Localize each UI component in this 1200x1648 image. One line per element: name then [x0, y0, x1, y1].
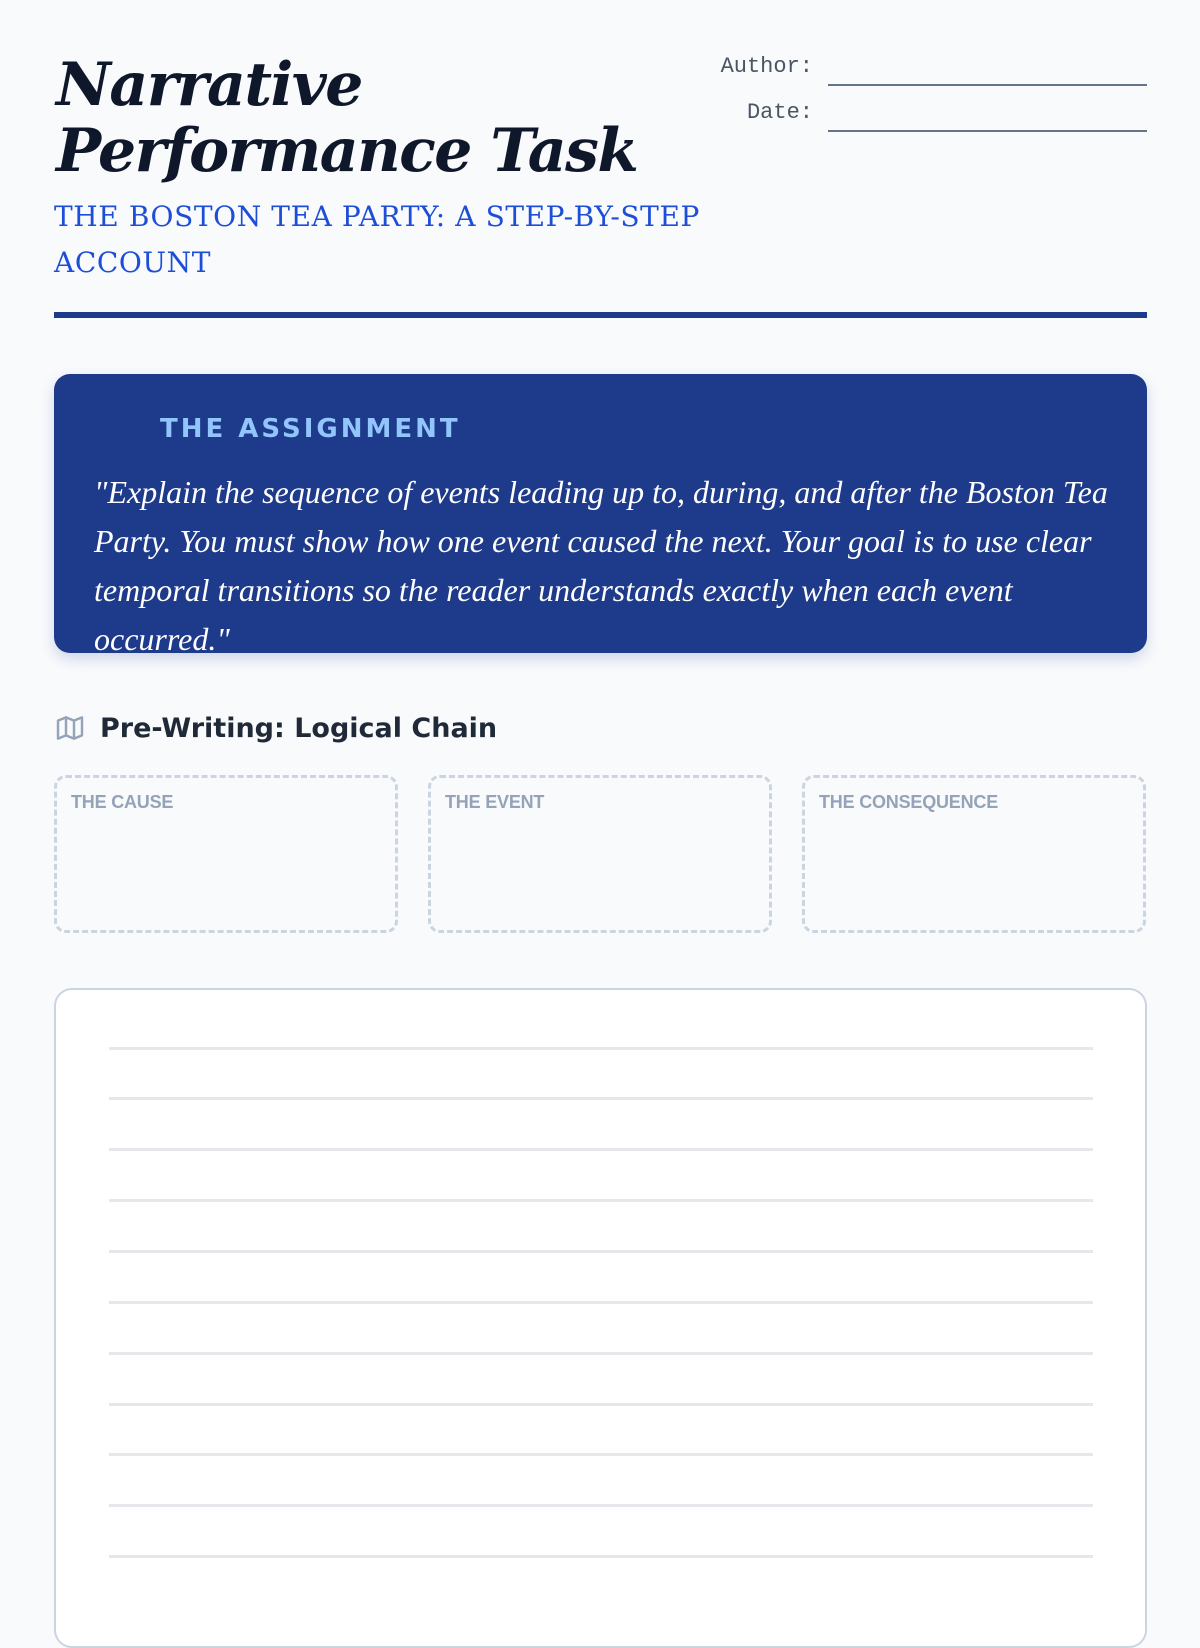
- prewriting-header: [54, 708, 497, 748]
- assignment-prompt: "Explain the sequence of events leading up to, during, and after the Boston Tea Party. You must show how one event caused the next. Your goal is to use clear temporal transitions so the reader understands exactly when each event occurred.": [94, 474, 1108, 657]
- ruled-line: [109, 1301, 1093, 1304]
- author-row: [694, 48, 1147, 94]
- author-label: Author:: [720, 54, 813, 79]
- event-box[interactable]: [428, 775, 772, 933]
- date-label: Date:: [746, 100, 813, 125]
- cause-label: THE CAUSE: [71, 792, 174, 812]
- worksheet-header: [54, 0, 1147, 320]
- ruled-line: [109, 1148, 1093, 1151]
- worksheet-page: [54, 0, 1147, 1600]
- writing-area[interactable]: [54, 988, 1147, 1648]
- consequence-box[interactable]: [802, 775, 1146, 933]
- ruled-line: [109, 1555, 1093, 1558]
- map-icon: [54, 712, 86, 744]
- assignment-heading: THE ASSIGNMENT: [160, 414, 461, 444]
- page-subtitle: THE BOSTON TEA PARTY: A STEP-BY-STEP ACCOUNT: [54, 200, 700, 279]
- logical-chain: [54, 775, 1147, 933]
- date-row: [694, 94, 1147, 140]
- page-title: Narrative Performance Task: [56, 50, 638, 186]
- date-field[interactable]: [828, 130, 1147, 132]
- ruled-line: [109, 1250, 1093, 1253]
- author-field[interactable]: [828, 84, 1147, 86]
- assignment-box: [54, 374, 1147, 657]
- ruled-line: [109, 1352, 1093, 1355]
- ruled-line: [109, 1047, 1093, 1050]
- ruled-line: [109, 1199, 1093, 1202]
- ruled-line: [109, 1403, 1093, 1406]
- header-divider: [54, 312, 1147, 318]
- ruled-line: [109, 1504, 1093, 1507]
- author-date-fields: [694, 48, 1147, 140]
- ruled-line: [109, 1097, 1093, 1100]
- ruled-line: [109, 1453, 1093, 1456]
- consequence-label: THE CONSEQUENCE: [819, 792, 999, 812]
- prewriting-title: Pre-Writing: Logical Chain: [100, 712, 498, 744]
- event-label: THE EVENT: [445, 792, 545, 812]
- cause-box[interactable]: [54, 775, 398, 933]
